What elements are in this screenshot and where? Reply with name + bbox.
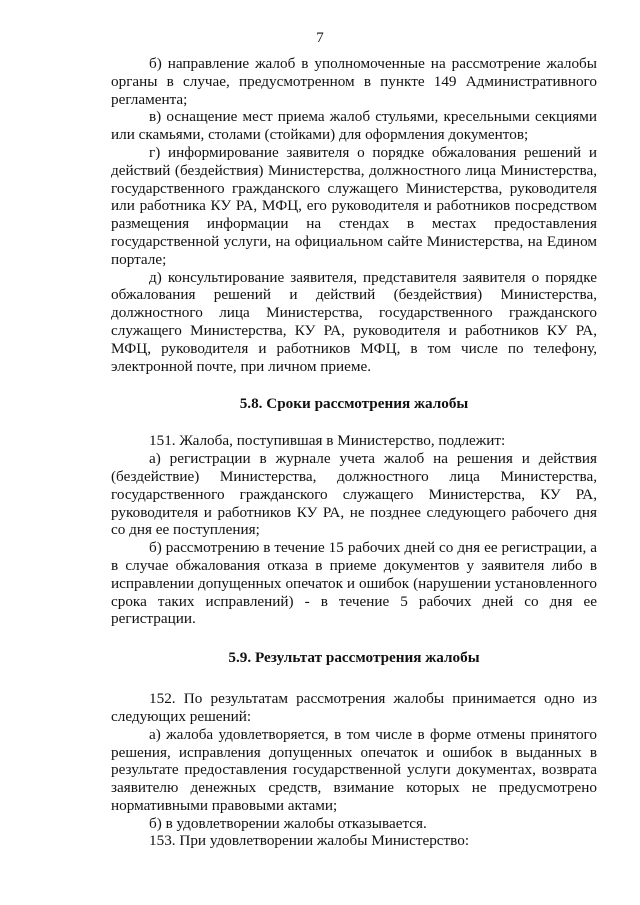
paragraph-152: 152. По результатам рассмотрения жалобы принимается одно из следующих решений: <box>111 690 597 725</box>
paragraph-d-consulting: д) консультирование заявителя, представителя заявителя о порядке обжалования решений и действий (бездействия) Министерства, должностного лица Министерства, государственного гражданского служащего Министерства, КУ РА, руководителя и работников КУ РА, МФЦ, руководителя и работников МФЦ, в том числе по телефону, электронной почте, при личном приеме. <box>111 268 597 375</box>
section-heading-5-9: 5.9. Результат рассмотрения жалобы <box>228 649 480 667</box>
paragraph-151-a: а) регистрации в журнале учета жалоб на решения и действия (бездействие) Министерства, должностного лица Министерства, государственного гражданского служащего Министерства, КУ РА, руководителя и работников КУ РА, не позднее следующего рабочего дня со дня ее поступления; <box>111 450 597 539</box>
paragraph-151: 151. Жалоба, поступившая в Министерство, подлежит: <box>149 432 506 450</box>
paragraph-151-b: б) рассмотрению в течение 15 рабочих дней со дня ее регистрации, а в случае обжалования отказа в приеме документов у заявителя либо в исправлении допущенных опечаток и ошибок (нарушении установленного срока таких исправлений) - в течение 5 рабочих дней со дня ее регистрации. <box>111 539 597 628</box>
paragraph-g-informing: г) информирование заявителя о порядке обжалования решений и действий (бездействия) Министерства, должностного лица Министерства, государственного гражданского служащего Министерства, руководителя или работника КУ РА, МФЦ, его руководителя и работников посредством размещения информации на стендах в местах предоставления государственной услуги, на официальном сайте Министерства, на Едином портале; <box>111 143 597 268</box>
page-number: 7 <box>316 30 324 46</box>
document-body <box>111 55 597 850</box>
paragraph-b-complaint-forwarding: б) направление жалоб в уполномоченные на рассмотрение жалобы органы в случае, предусмотренном в пункте 149 Административного регламента; <box>111 55 597 108</box>
paragraph-152-a: а) жалоба удовлетворяется, в том числе в форме отмены принятого решения, исправления допущенных опечаток и ошибок в выданных в результате предоставления государственной услуги документах, возврата заявителю денежных средств, взимание которых не предусмотрено нормативными правовыми актами; <box>111 725 597 814</box>
paragraph-153: 153. При удовлетворении жалобы Министерство: <box>149 832 470 850</box>
paragraph-152-b: б) в удовлетворении жалобы отказывается. <box>149 814 427 832</box>
paragraph-v-equipment: в) оснащение мест приема жалоб стульями, кресельными секциями или скамьями, столами (стойками) для оформления документов; <box>111 108 597 144</box>
section-heading-5-8: 5.8. Сроки рассмотрения жалобы <box>239 395 469 413</box>
